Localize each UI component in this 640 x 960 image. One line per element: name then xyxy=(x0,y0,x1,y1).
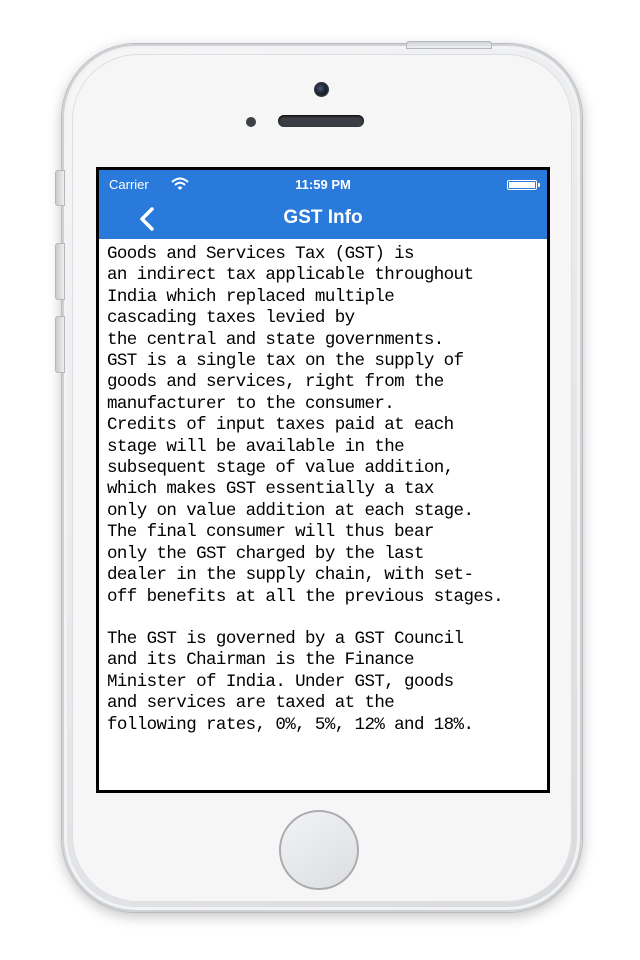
volume-up-button xyxy=(55,243,65,300)
earpiece-speaker xyxy=(278,115,364,127)
app-view xyxy=(99,170,547,790)
status-bar xyxy=(99,175,547,195)
home-button[interactable] xyxy=(279,810,359,890)
paragraph-1: Goods and Services Tax (GST) is an indirect tax applicable throughout India which replaced multiple cascading taxes levied by the central and state governments. GST is a single tax on the supply of goods and services, right from the manufacturer to the consumer. Credits of input taxes paid at each stage will be available in the subsequent stage of value addition, which makes GST essentially a tax only on value addition at each stage. The final consumer will thus bear only the GST charged by the last dealer in the supply chain, with set- off benefits at all the previous stages. xyxy=(107,244,504,607)
phone-screen xyxy=(96,167,550,793)
power-button xyxy=(406,41,492,49)
front-camera xyxy=(314,82,329,97)
proximity-sensor xyxy=(246,117,256,127)
volume-down-button xyxy=(55,316,65,373)
paragraph-2: The GST is governed by a GST Council and its Chairman is the Finance Minister of India. Under GST, goods and services are taxed at the following rates, 0%, 5%, 12% and 18%. xyxy=(107,628,474,735)
info-text xyxy=(107,244,539,790)
mute-switch xyxy=(55,170,65,206)
navigation-bar xyxy=(99,170,547,239)
battery-icon xyxy=(507,180,537,190)
status-time: 11:59 PM xyxy=(295,177,351,192)
page-title: GST Info xyxy=(283,207,363,228)
carrier-label: Carrier xyxy=(109,177,149,192)
